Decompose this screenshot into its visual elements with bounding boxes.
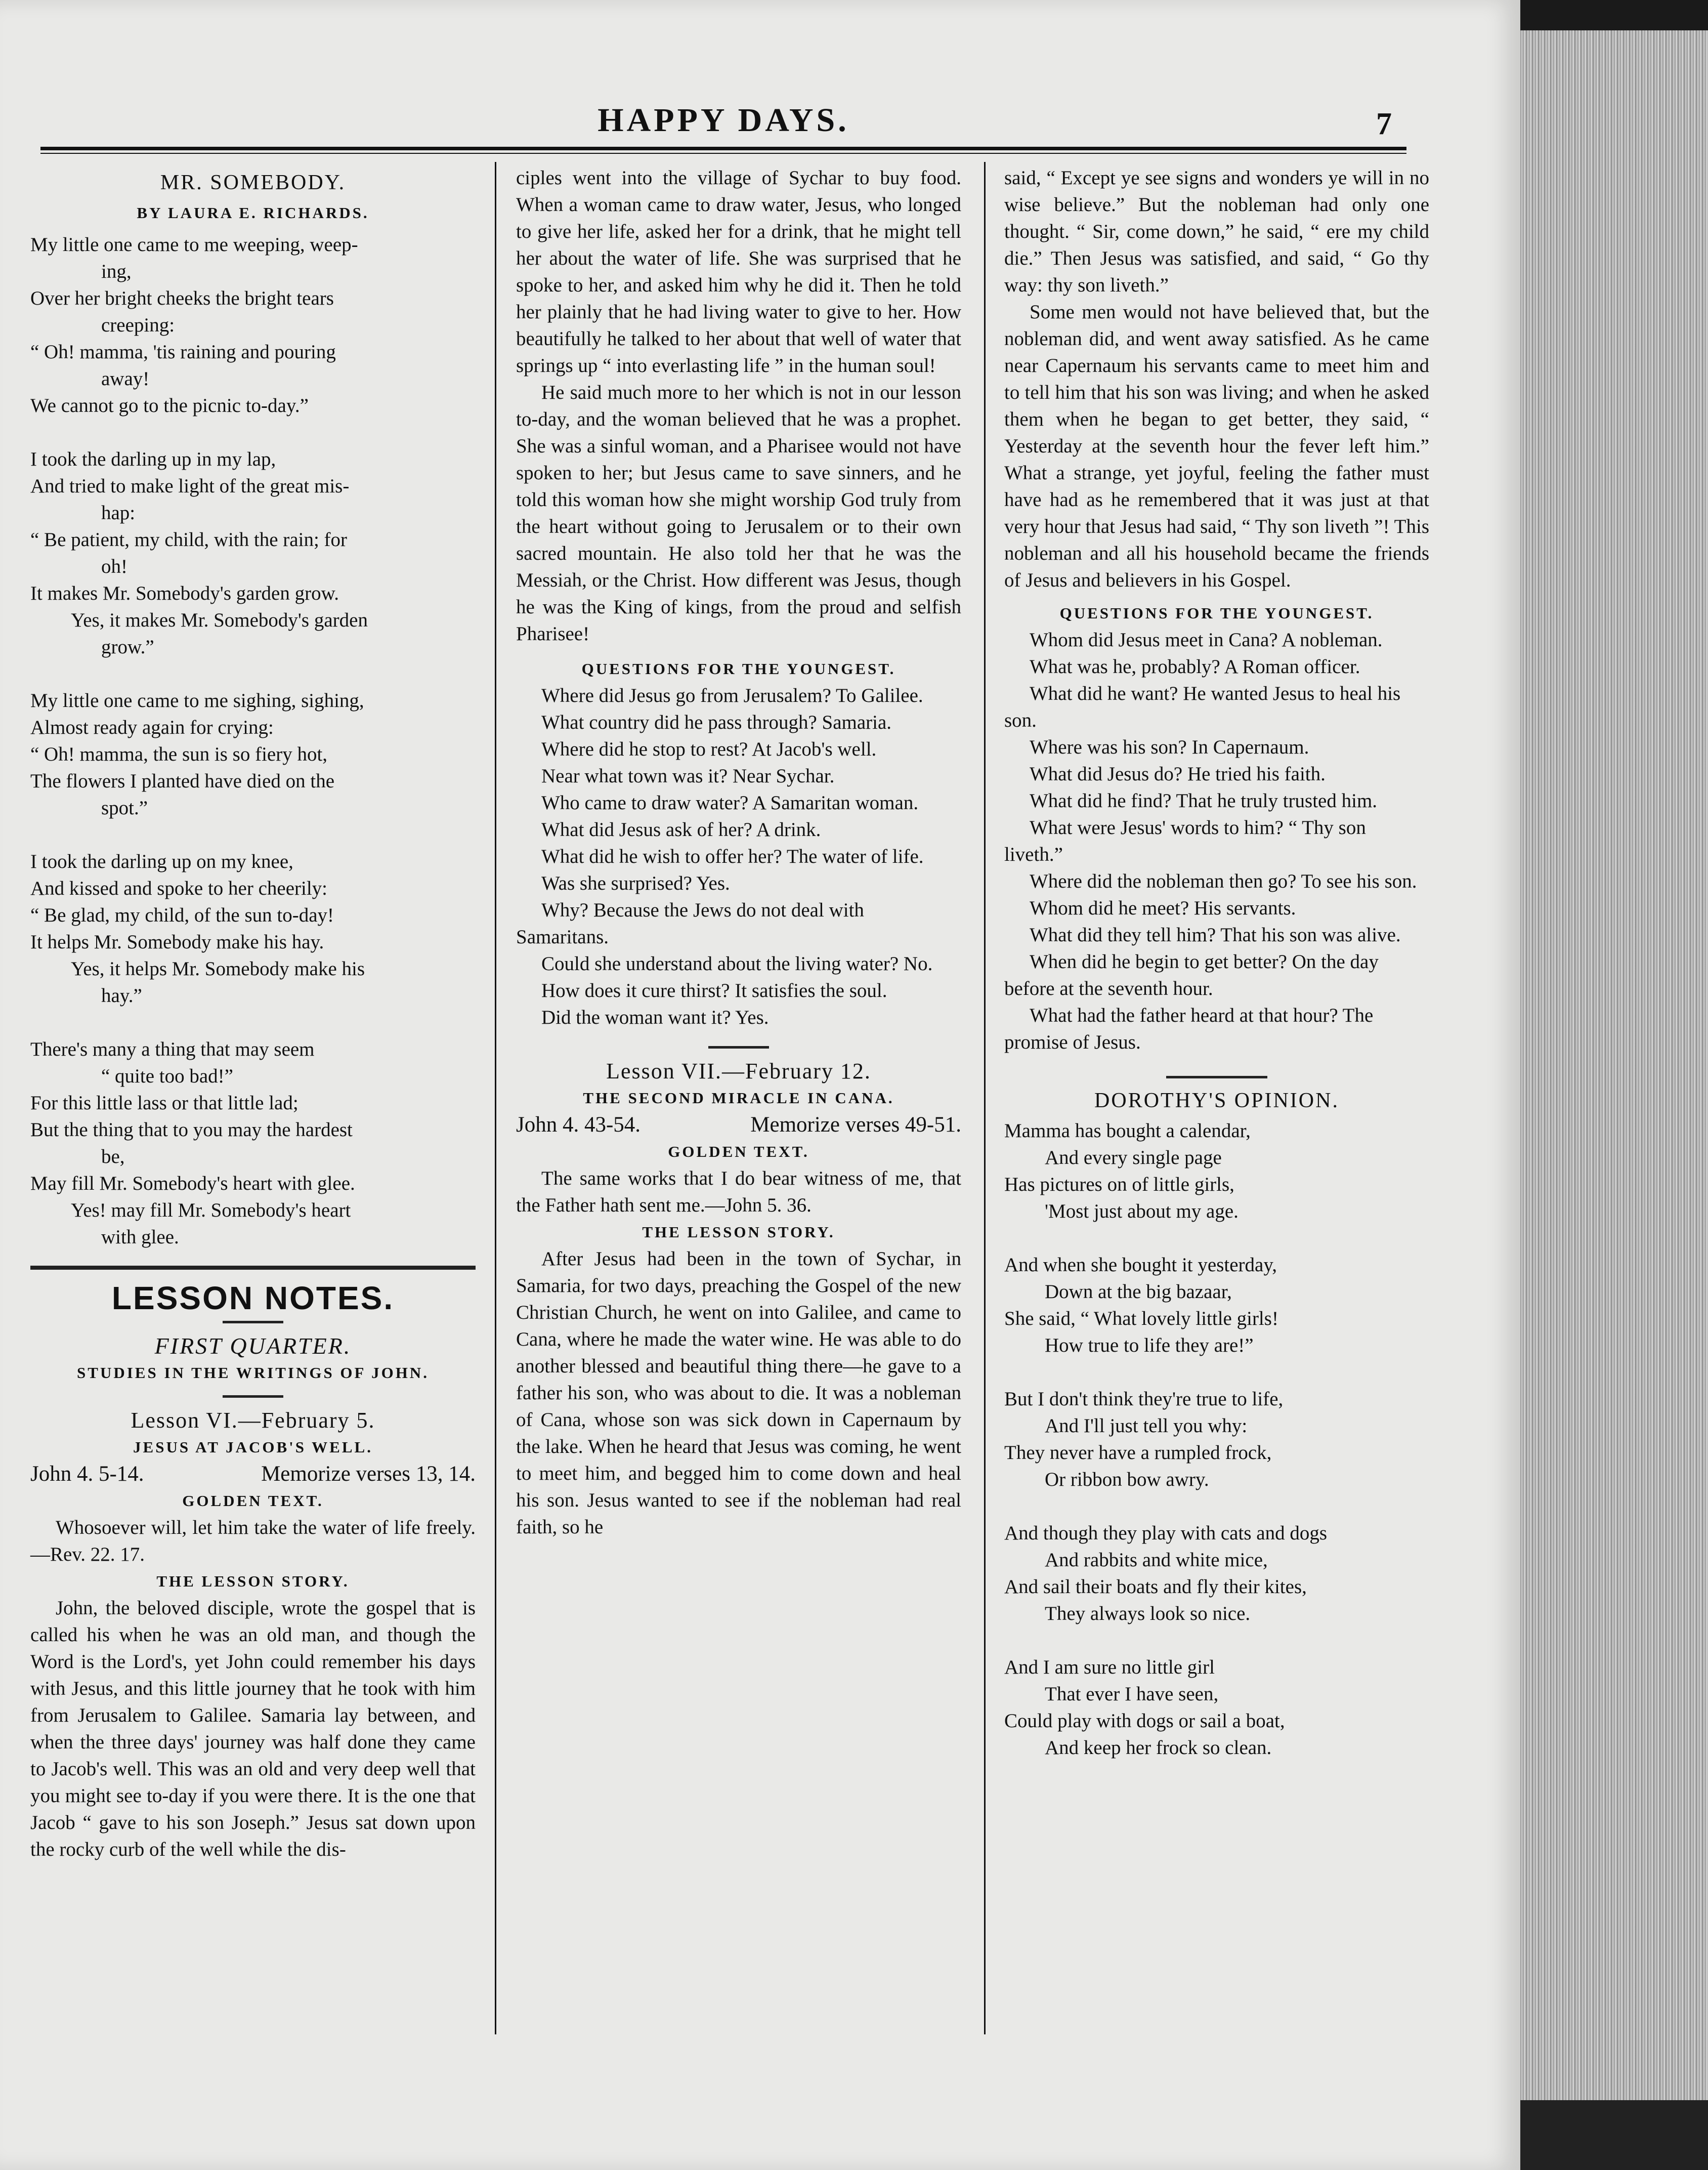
question: Did the woman want it? Yes. bbox=[541, 1007, 769, 1028]
poem-line: And though they play with cats and dogs bbox=[1004, 1522, 1327, 1544]
poem-line: And I'll just tell you why: bbox=[1045, 1415, 1248, 1437]
question: What country did he pass through? Samaria. bbox=[541, 712, 892, 733]
poem-line: oh! bbox=[101, 556, 127, 577]
poem-line: hay.” bbox=[101, 985, 142, 1007]
lesson7-story-p2: said, “ Except ye see signs and wonders ye will in no wise believe.” But the nobleman had only one thought. “ Sir, come down,” he said, “ ere my child die.” Then Jesus was satisfied, and said, “ Go thy way: thy son liveth.” bbox=[1004, 167, 1429, 296]
short-rule bbox=[1166, 1076, 1267, 1078]
lesson7-story-p3: Some men would not have believed that, but the nobleman did, and went away satisfied. As he came near Capernaum his servants came to meet him and to tell him that his son was living; and when he asked them when he began to get better, they said, “ Yesterday at the seventh hour the fever left him.” What a strange, yet joyful, feeling the father must have had as he remembered that it was just at that very hour that Jesus had said, “ Thy son liveth ”! This nobleman and all his household became the friends of Jesus and believers in his Gospel. bbox=[1004, 301, 1429, 591]
poem-line: Almost ready again for crying: bbox=[30, 717, 274, 738]
lesson6-questions bbox=[516, 682, 961, 1031]
question: What did he wish to offer her? The water of life. bbox=[541, 846, 924, 867]
question: Could she understand about the living water? No. bbox=[541, 953, 933, 975]
poem-line: ing, bbox=[101, 261, 132, 282]
question: What did Jesus do? He tried his faith. bbox=[1030, 763, 1326, 785]
poem-line: But I don't think they're true to life, bbox=[1004, 1388, 1284, 1410]
lesson6-golden-text: Whosoever will, let him take the water of life freely.—Rev. 22. 17. bbox=[30, 1517, 476, 1565]
question: What had the father heard at that hour? The promise of Jesus. bbox=[1004, 1005, 1374, 1053]
poem-line: And I am sure no little girl bbox=[1004, 1656, 1215, 1678]
page-header bbox=[40, 86, 1406, 142]
lesson6-questions-head: QUESTIONS FOR THE YOUNGEST. bbox=[581, 660, 896, 678]
header-rule-thin bbox=[40, 153, 1406, 154]
lesson6-story-p2: ciples went into the village of Sychar to buy food. When a woman came to draw water, Jesus, who longed to give her life, asked her for a drink, that he might tell her about the water of life. She was surprised that he spoke to her, and asked him why he did it. Then he told her plainly that he had living water to give to her. How beautifully he talked to her about that well of water that springs up “ into everlasting life ” in the human soul! bbox=[516, 167, 961, 377]
poem-line: Down at the big bazaar, bbox=[1045, 1281, 1232, 1303]
poem1-title: MR. SOMEBODY. bbox=[160, 171, 346, 194]
poem-line: spot.” bbox=[101, 797, 148, 819]
poem-line: My little one came to me weeping, weep- bbox=[30, 234, 358, 256]
poem-line: “ Be glad, my child, of the sun to-day! bbox=[30, 904, 334, 926]
poem-line: And every single page bbox=[1045, 1147, 1222, 1169]
column-1 bbox=[30, 170, 476, 1863]
poem-line: And when she bought it yesterday, bbox=[1004, 1254, 1277, 1276]
poem-line: They never have a rumpled frock, bbox=[1004, 1442, 1272, 1464]
column-rule-2 bbox=[984, 162, 986, 2034]
poem-line: And keep her frock so clean. bbox=[1045, 1737, 1272, 1759]
page-edges-shadow-bottom bbox=[1520, 2100, 1708, 2170]
question: Where was his son? In Capernaum. bbox=[1030, 736, 1309, 758]
poem-line: away! bbox=[101, 368, 150, 390]
poem-line: It makes Mr. Somebody's garden grow. bbox=[30, 582, 339, 604]
lesson6-ref: John 4. 5-14. bbox=[30, 1462, 144, 1486]
poem-line: Has pictures on of little girls, bbox=[1004, 1174, 1234, 1195]
poem-line: And tried to make light of the great mis- bbox=[30, 475, 350, 497]
poem-line: with glee. bbox=[101, 1226, 179, 1248]
question: Where did the nobleman then go? To see his son. bbox=[1030, 870, 1417, 892]
poem-line: grow.” bbox=[101, 636, 154, 658]
poem-line: Could play with dogs or sail a boat, bbox=[1004, 1710, 1285, 1732]
lesson6-reference-line bbox=[30, 1460, 476, 1487]
page-edges bbox=[1520, 0, 1708, 2170]
lesson7-subtitle: THE SECOND MIRACLE IN CANA. bbox=[583, 1089, 894, 1107]
lesson6-story-p3: He said much more to her which is not in our lesson to-day, and the woman believed that he was a prophet. She was a sinful woman, and a Pharisee would not have spoken to her; but Jesus came to save sinners, and he told this woman how she might worship God truly from the heart without going to Jerusalem or to their own sacred mountain. He also told her that he was the Messiah, or the Christ. How different was Jesus, though he was the King of kings, from the proud and selfish Pharisee! bbox=[516, 382, 961, 645]
question: Near what town was it? Near Sychar. bbox=[541, 765, 835, 787]
question: Where did he stop to rest? At Jacob's well. bbox=[541, 738, 877, 760]
lesson7-questions-head: QUESTIONS FOR THE YOUNGEST. bbox=[1059, 604, 1374, 622]
poem-line: And sail their boats and fly their kites, bbox=[1004, 1576, 1307, 1598]
poem-line: May fill Mr. Somebody's heart with glee. bbox=[30, 1173, 355, 1194]
lesson7-reference-line bbox=[516, 1111, 961, 1138]
question: What did he find? That he truly trusted him. bbox=[1030, 790, 1378, 812]
lesson6-title: Lesson VI.—February 5. bbox=[131, 1408, 375, 1433]
question: What did Jesus ask of her? A drink. bbox=[541, 819, 821, 841]
poem-line: She said, “ What lovely little girls! bbox=[1004, 1308, 1278, 1329]
lesson-notes-heading: LESSON NOTES. bbox=[111, 1280, 395, 1316]
question: What did they tell him? That his son was alive. bbox=[1030, 924, 1401, 946]
question: Why? Because the Jews do not deal with Samaritans. bbox=[516, 899, 864, 948]
poem-line: Yes, it helps Mr. Somebody make his bbox=[71, 958, 365, 980]
lesson7-story-p1: After Jesus had been in the town of Sychar, in Samaria, for two days, preaching the Gospel of the new Christian Church, he went on into Galilee, and came to Cana, where he made the water wine. He was able to do another blessed and beautiful thing there—he gave to a father his son, who was about to die. It was a nobleman of Cana, whose son was sick down in Capernaum by the lake. When he heard that Jesus was coming, he went to meet him, and begged him to come down and heal his son. Jesus wanted to see if the nobleman had real faith, so he bbox=[516, 1248, 961, 1538]
lesson7-golden-head: GOLDEN TEXT. bbox=[668, 1143, 809, 1160]
short-rule bbox=[708, 1046, 769, 1049]
page-edges-shadow-top bbox=[1520, 0, 1708, 30]
question: Whom did Jesus meet in Cana? A nobleman. bbox=[1030, 629, 1383, 651]
lesson6-memorize: Memorize verses 13, 14. bbox=[261, 1462, 476, 1486]
poem2-title: DOROTHY'S OPINION. bbox=[1094, 1089, 1339, 1112]
poem-line: Over her bright cheeks the bright tears bbox=[30, 287, 334, 309]
poem-line: “ quite too bad!” bbox=[101, 1065, 233, 1087]
lesson7-questions bbox=[1004, 627, 1429, 1056]
question: What was he, probably? A Roman officer. bbox=[1030, 656, 1360, 678]
poem-line: Or ribbon bow awry. bbox=[1045, 1469, 1209, 1490]
poem-line: “ Oh! mamma, the sun is so fiery hot, bbox=[30, 743, 328, 765]
poem-line: That ever I have seen, bbox=[1045, 1683, 1219, 1705]
poem-line: The flowers I planted have died on the bbox=[30, 770, 335, 792]
poem-line: And rabbits and white mice, bbox=[1045, 1549, 1268, 1571]
poem-line: For this little lass or that little lad; bbox=[30, 1092, 298, 1114]
poem-line: How true to life they are!” bbox=[1045, 1334, 1254, 1356]
question: When did he begin to get better? On the day before at the seventh hour. bbox=[1004, 951, 1379, 999]
question: How does it cure thirst? It satisfies the soul. bbox=[541, 980, 887, 1001]
studies-heading: STUDIES IN THE WRITINGS OF JOHN. bbox=[77, 1364, 429, 1382]
column-2 bbox=[516, 164, 961, 1540]
poem-line: “ Be patient, my child, with the rain; for bbox=[30, 529, 347, 551]
section-divider bbox=[30, 1266, 476, 1270]
poem1-body bbox=[30, 231, 476, 1250]
lesson6-story-p1: John, the beloved disciple, wrote the gospel that is called his when he was an old man, and though the Word is the Lord's, yet John could remember his days with Jesus, and this little journey that he took with him from Jerusalem to Galilee. Samaria lay between, and when the three days' journey was half done they came to Jacob's well. This was an old and very deep well that you might see to-day if you were there. It is the one that Jacob “ gave to his son Joseph.” Jesus sat down upon the rocky curb of the well while the dis- bbox=[30, 1597, 476, 1860]
poem-line: Yes, it makes Mr. Somebody's garden bbox=[71, 609, 368, 631]
lesson7-golden-text: The same works that I do bear witness of me, that the Father hath sent me.—John 5. 36. bbox=[516, 1167, 961, 1216]
poem-line: hap: bbox=[101, 502, 136, 524]
lesson7-story-head: THE LESSON STORY. bbox=[642, 1223, 835, 1241]
poem-line: I took the darling up on my knee, bbox=[30, 851, 293, 872]
column-rule-1 bbox=[495, 162, 496, 2034]
lesson6-story-head: THE LESSON STORY. bbox=[156, 1572, 350, 1590]
question: What were Jesus' words to him? “ Thy son liveth.” bbox=[1004, 817, 1366, 865]
poem-line: It helps Mr. Somebody make his hay. bbox=[30, 931, 324, 953]
question: Who came to draw water? A Samaritan woman. bbox=[541, 792, 919, 814]
poem-line: Mamma has bought a calendar, bbox=[1004, 1120, 1251, 1142]
question: What did he want? He wanted Jesus to heal his son. bbox=[1004, 683, 1401, 731]
lesson7-ref: John 4. 43-54. bbox=[516, 1113, 641, 1137]
poem-line: There's many a thing that may seem bbox=[30, 1038, 315, 1060]
lesson7-title: Lesson VII.—February 12. bbox=[606, 1059, 871, 1083]
poem-line: Yes! may fill Mr. Somebody's heart bbox=[71, 1199, 351, 1221]
poem-line: But the thing that to you may the hardest bbox=[30, 1119, 353, 1141]
column-3 bbox=[1004, 164, 1429, 1761]
question: Whom did he meet? His servants. bbox=[1030, 897, 1296, 919]
header-rule bbox=[40, 147, 1406, 150]
poem-line: We cannot go to the picnic to-day.” bbox=[30, 395, 309, 416]
poem-line: “ Oh! mamma, 'tis raining and pouring bbox=[30, 341, 336, 363]
lesson6-subtitle: JESUS AT JACOB'S WELL. bbox=[133, 1438, 373, 1456]
poem-line: 'Most just about my age. bbox=[1045, 1200, 1239, 1222]
poem-line: be, bbox=[101, 1146, 125, 1167]
question: Was she surprised? Yes. bbox=[541, 872, 730, 894]
lesson7-memorize: Memorize verses 49-51. bbox=[750, 1113, 961, 1137]
masthead-title: HAPPY DAYS. bbox=[597, 102, 849, 139]
page-number: 7 bbox=[1376, 107, 1392, 141]
poem2-body bbox=[1004, 1117, 1429, 1761]
poem-line: My little one came to me sighing, sighing, bbox=[30, 690, 364, 712]
question: Where did Jesus go from Jerusalem? To Galilee. bbox=[541, 685, 923, 706]
poem-line: I took the darling up in my lap, bbox=[30, 448, 276, 470]
poem-line: And kissed and spoke to her cheerily: bbox=[30, 878, 328, 899]
short-rule bbox=[223, 1321, 283, 1323]
poem-line: They always look so nice. bbox=[1045, 1603, 1251, 1624]
poem-line: creeping: bbox=[101, 314, 175, 336]
poem1-byline: BY LAURA E. RICHARDS. bbox=[137, 204, 369, 222]
short-rule bbox=[223, 1395, 283, 1398]
lesson6-golden-head: GOLDEN TEXT. bbox=[182, 1492, 324, 1510]
quarter-heading: FIRST QUARTER. bbox=[154, 1333, 352, 1359]
